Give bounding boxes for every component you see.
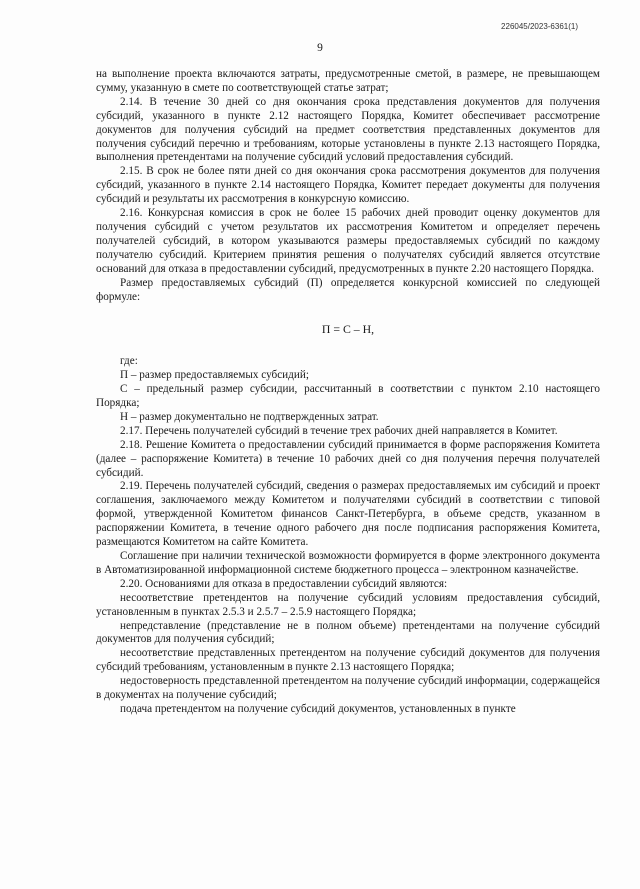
paragraph: 2.17. Перечень получателей субсидий в течение трех рабочих дней направляется в Комитет. xyxy=(120,424,558,437)
paragraph: 2.16. Конкурсная комиссия в срок не более 15 рабочих дней проводит оценку документов для получения субсидий с учетом результатов их рассмотрения Комитетом и определяет перечень получателей субсидий, в котором указываются размеры предоставляемых субсидий по каждому получателю субсидий. Критерием принятия решения о получателях субсидий является отсутствие оснований для отказа в предоставлении субсидий, предусмотренных в пункте 2.20 настоящего Порядка. xyxy=(96,207,600,275)
list-item: несоответствие претендентов на получение субсидий условиям предоставления субсидий, установленным в пунктах 2.5.3 и 2.5.7 – 2.5.9 настоящего Порядка; xyxy=(96,591,600,618)
paragraph: Соглашение при наличии технической возможности формируется в форме электронного документа в Автоматизированной информационной системе бюджетного процесса – электронном казначействе. xyxy=(96,550,600,576)
paragraph: 2.19. Перечень получателей субсидий, сведения о размерах предоставляемых им субсидий и проект соглашения, заключаемого между Комитетом и получателями субсидий в соответствии с типовой формой, утвержденной Комитетом финансов Санкт-Петербурга, в объеме средств, указанном в распоряжении Комитета, в течение одного рабочего дня после подписания распоряжения Комитета, размещаются Комитетом на сайте Комитета. xyxy=(96,480,600,549)
list-item: недостоверность представленной претендентом на получение субсидий информации, содержащейся в документах на получение субсидий; xyxy=(96,675,600,702)
paragraph: С – предельный размер субсидии, рассчитанный в соответствии с пунктом 2.10 настоящего Порядка; xyxy=(96,383,600,410)
paragraph: Н – размер документально не подтвержденных затрат. xyxy=(120,410,379,423)
document-id: 226045/2023-6361(1) xyxy=(501,22,578,31)
paragraph: 2.15. В срок не более пяти дней со дня окончания срока рассмотрения документов для получения субсидий, указанного в пункте 2.14 настоящего Порядка, Комитет передает документы для получения субсидий и результаты их рассмотрения в конкурсную комиссию. xyxy=(96,165,600,206)
document-body xyxy=(96,68,600,717)
paragraph: П – размер предоставляемых субсидий; xyxy=(120,369,309,382)
paragraph: Размер предоставляемых субсидий (П) определяется конкурсной комиссией по следующей формуле: xyxy=(96,276,600,303)
formula: П = С – Н, xyxy=(321,322,375,337)
list-item: несоответствие представленных претендентом на получение субсидий документов для получения субсидий требованиям, установленным в пункте 2.13 настоящего Порядка; xyxy=(96,647,600,674)
list-item: непредставление (представление не в полном объеме) претендентами на получение субсидий документов для получения субсидий; xyxy=(96,619,600,646)
paragraph: на выполнение проекта включаются затраты, предусмотренные сметой, в размере, не превышающем сумму, указанную в смете по соответствующей статье затрат; xyxy=(96,68,600,94)
paragraph: 2.18. Решение Комитета о предоставлении субсидий принимается в форме распоряжения Комитета (далее – распоряжение Комитета) в течение 10 рабочих дней со дня получения перечня получателей субсидий. xyxy=(96,438,600,479)
paragraph: где: xyxy=(120,355,138,368)
paragraph: 2.14. В течение 30 дней со дня окончания срока представления документов для получения субсидий, указанного в пункте 2.12 настоящего Порядка, Комитет обеспечивает рассмотрение документов для получения субсидий на предмет соответствия представленных документов для получения субсидий перечню и требованиям, которые установлены в пункте 2.13 настоящего Порядка, выполнения претендентами на получение субсидий условий предоставления субсидий. xyxy=(96,95,600,164)
list-item: подача претендентом на получение субсидий документов, установленных в пункте xyxy=(120,702,516,715)
paragraph: 2.20. Основаниями для отказа в предоставлении субсидий являются: xyxy=(120,577,448,590)
page-number: 9 xyxy=(317,42,323,54)
